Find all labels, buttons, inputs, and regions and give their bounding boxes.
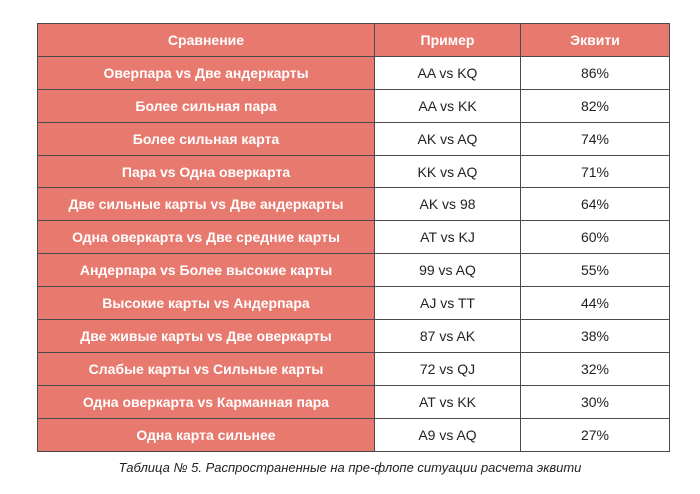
comparison-cell: Одна оверкарта vs Две средние карты: [38, 221, 375, 254]
equity-cell: 55%: [521, 254, 670, 287]
equity-table: [37, 23, 670, 452]
table-row: [38, 89, 670, 122]
header-row: [38, 24, 670, 57]
equity-cell: 44%: [521, 287, 670, 320]
equity-cell: 86%: [521, 56, 670, 89]
header-comparison: Сравнение: [38, 24, 375, 57]
comparison-cell: Две сильные карты vs Две андеркарты: [38, 188, 375, 221]
equity-cell: 82%: [521, 89, 670, 122]
example-cell: 72 vs QJ: [375, 352, 521, 385]
comparison-cell: Более сильная пара: [38, 89, 375, 122]
equity-cell: 30%: [521, 385, 670, 418]
table-body: [38, 56, 670, 451]
example-cell: AJ vs TT: [375, 287, 521, 320]
equity-table-container: [37, 23, 669, 452]
table-header: [38, 24, 670, 57]
example-cell: AT vs KJ: [375, 221, 521, 254]
comparison-cell: Оверпара vs Две андеркарты: [38, 56, 375, 89]
table-row: [38, 122, 670, 155]
example-cell: 99 vs AQ: [375, 254, 521, 287]
comparison-cell: Более сильная карта: [38, 122, 375, 155]
example-cell: AK vs AQ: [375, 122, 521, 155]
table-row: [38, 320, 670, 353]
table-row: [38, 287, 670, 320]
comparison-cell: Одна карта сильнее: [38, 418, 375, 451]
table-row: [38, 352, 670, 385]
comparison-cell: Высокие карты vs Андерпара: [38, 287, 375, 320]
table-row: [38, 221, 670, 254]
comparison-cell: Пара vs Одна оверкарта: [38, 155, 375, 188]
example-cell: 87 vs AK: [375, 320, 521, 353]
equity-cell: 74%: [521, 122, 670, 155]
comparison-cell: Слабые карты vs Сильные карты: [38, 352, 375, 385]
example-cell: A9 vs AQ: [375, 418, 521, 451]
header-equity: Эквити: [521, 24, 670, 57]
equity-cell: 32%: [521, 352, 670, 385]
equity-cell: 71%: [521, 155, 670, 188]
header-example: Пример: [375, 24, 521, 57]
comparison-cell: Андерпара vs Более высокие карты: [38, 254, 375, 287]
equity-cell: 64%: [521, 188, 670, 221]
equity-cell: 38%: [521, 320, 670, 353]
example-cell: AK vs 98: [375, 188, 521, 221]
table-row: [38, 418, 670, 451]
table-row: [38, 188, 670, 221]
equity-cell: 27%: [521, 418, 670, 451]
table-row: [38, 254, 670, 287]
table-row: [38, 155, 670, 188]
example-cell: AT vs KK: [375, 385, 521, 418]
table-row: [38, 56, 670, 89]
example-cell: KK vs AQ: [375, 155, 521, 188]
comparison-cell: Две живые карты vs Две оверкарты: [38, 320, 375, 353]
table-row: [38, 385, 670, 418]
example-cell: AA vs KK: [375, 89, 521, 122]
equity-cell: 60%: [521, 221, 670, 254]
example-cell: AA vs KQ: [375, 56, 521, 89]
table-caption: Таблица № 5. Распространенные на пре-флопе ситуации расчета эквити: [118, 460, 582, 475]
comparison-cell: Одна оверкарта vs Карманная пара: [38, 385, 375, 418]
